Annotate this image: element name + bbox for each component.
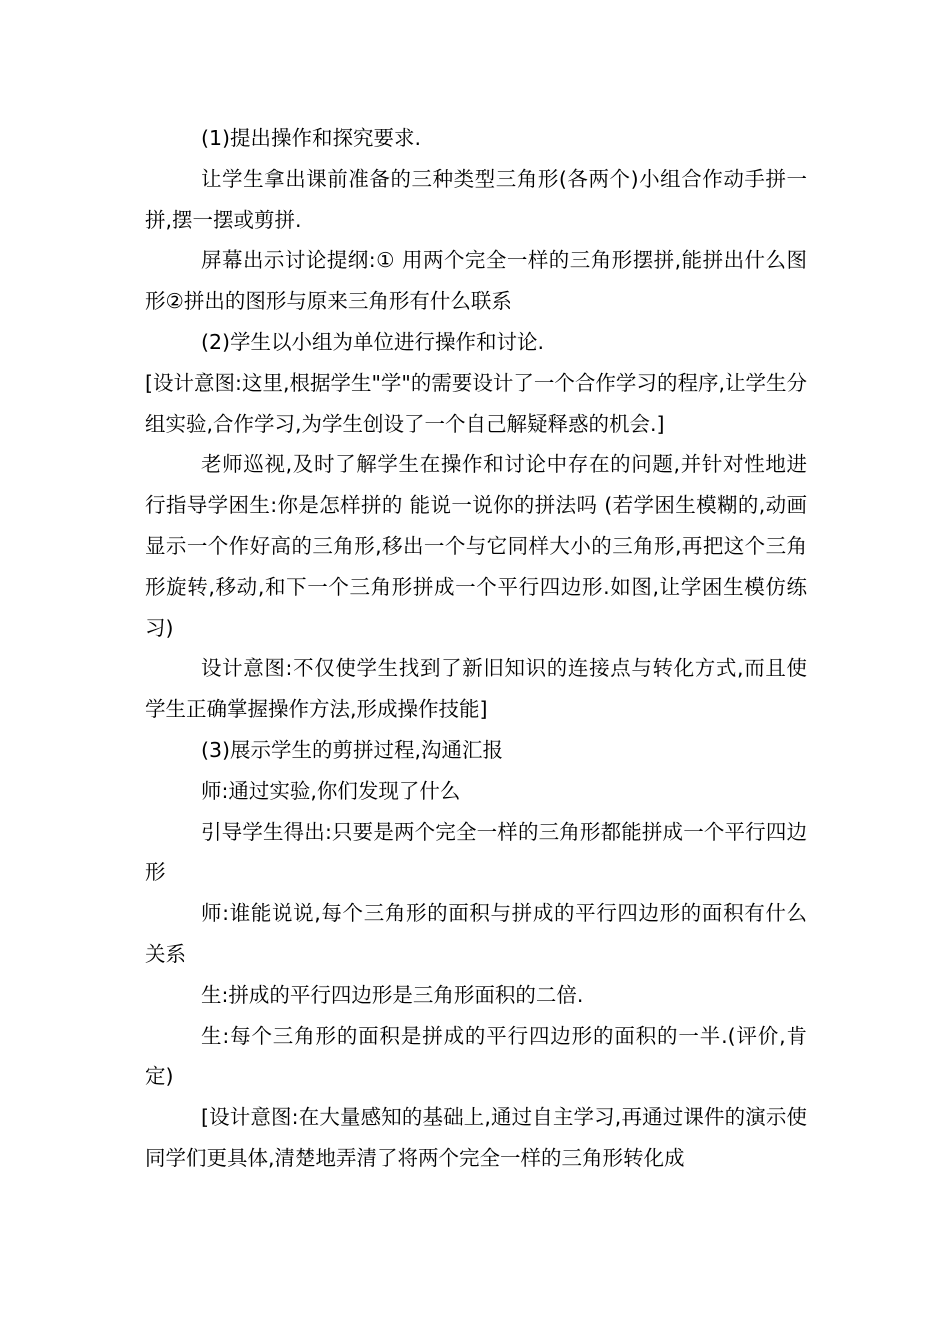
paragraph-design-intent-3: [设计意图:在大量感知的基础上,通过自主学习,再通过课件的演示使同学们更具体,清楚地弄清了将两个完全一样的三角形转化成 <box>145 1105 807 1170</box>
paragraph-teacher-patrol: 老师巡视,及时了解学生在操作和讨论中存在的问题,并针对性地进行指导学困生:你是怎样拼的 能说一说你的拼法吗 (若学困生模糊的,动画显示一个作好高的三角形,移出一个与它同样大小的三角形,再把这个三角形旋转,移动,和下一个三角形拼成一个平行四边形.如图,让学困生模仿练习) <box>145 452 807 640</box>
paragraph-step-2: (2)学生以小组为单位进行操作和讨论. <box>201 329 545 354</box>
paragraph-discussion-outline: 屏幕出示讨论提纲:① 用两个完全一样的三角形摆拼,能拼出什么图形②拼出的图形与原来三角形有什么联系 <box>145 248 807 314</box>
paragraph-step-3: (3)展示学生的剪拼过程,沟通汇报 <box>201 737 504 762</box>
paragraph-student-answer-1: 生:拼成的平行四边形是三角形面积的二倍. <box>201 982 584 1007</box>
paragraph-teacher-question-1: 师:通过实验,你们发现了什么 <box>201 778 461 803</box>
paragraph-design-intent-1: [设计意图:这里,根据学生"学"的需要设计了一个合作学习的程序,让学生分组实验,合作学习,为学生创设了一个自己解疑释惑的机会.] <box>145 370 807 436</box>
paragraph-guide-conclusion: 引导学生得出:只要是两个完全一样的三角形都能拼成一个平行四边形 <box>145 819 807 885</box>
paragraph-teacher-question-2: 师:谁能说说,每个三角形的面积与拼成的平行四边形的面积有什么关系 <box>145 901 807 966</box>
paragraph-step-1: (1)提出操作和探究要求. <box>201 126 422 150</box>
paragraph-student-answer-2: 生:每个三角形的面积是拼成的平行四边形的面积的一半.(评价,肯定) <box>145 1023 807 1089</box>
paragraph-design-intent-2: 设计意图:不仅使学生找到了新旧知识的连接点与转化方式,而且使学生正确掌握操作方法,形成操作技能] <box>145 656 807 722</box>
document-page <box>145 118 807 1179</box>
paragraph-materials: 让学生拿出课前准备的三种类型三角形(各两个)小组合作动手拼一拼,摆一摆或剪拼. <box>145 166 807 232</box>
